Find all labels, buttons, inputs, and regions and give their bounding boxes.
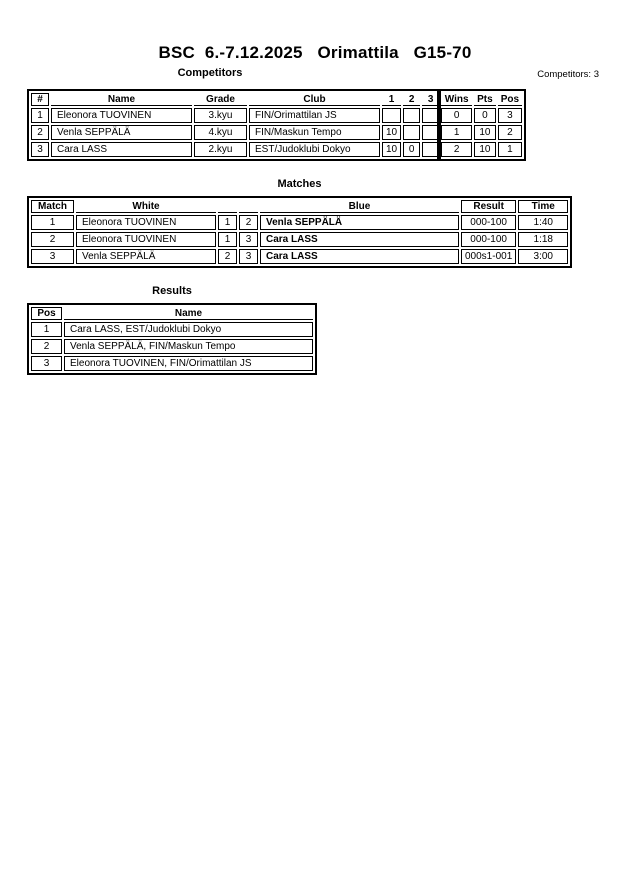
match-row	[31, 215, 568, 230]
header-round-2: 2	[403, 93, 420, 106]
competitors-table	[27, 89, 526, 161]
results-table-wrap	[27, 303, 317, 375]
match-row	[31, 232, 568, 247]
cell-name: Cara LASS	[51, 142, 192, 157]
cell-round-2	[403, 108, 420, 123]
cell-white-name: Eleonora TUOVINEN	[76, 215, 216, 230]
header-time: Time	[518, 200, 568, 213]
cell-club: EST/Judoklubi Dokyo	[249, 142, 380, 157]
matches-header-row	[31, 200, 568, 213]
cell-pos: 1	[498, 142, 522, 157]
header-wins: Wins	[441, 93, 472, 106]
result-row	[31, 322, 313, 337]
cell-position: 1	[31, 322, 62, 337]
header-match: Match	[31, 200, 74, 213]
cell-grade: 3.kyu	[194, 108, 247, 123]
cell-wins: 0	[441, 108, 472, 123]
cell-pts: 0	[474, 108, 496, 123]
cell-wins: 2	[441, 142, 472, 157]
competitor-row	[31, 142, 522, 157]
cell-white-competitor-number: 1	[218, 215, 237, 230]
result-row	[31, 339, 313, 354]
cell-position: 2	[31, 339, 62, 354]
cell-round-2	[403, 125, 420, 140]
cell-time: 1:18	[518, 232, 568, 247]
page-title: BSC 6.-7.12.2025 Orimattila G15-70	[158, 43, 472, 62]
competitors-table-wrap	[27, 89, 526, 161]
header-number: #	[31, 93, 49, 106]
header-white-number	[218, 200, 237, 213]
competitors-header-row	[31, 93, 522, 106]
result-row	[31, 356, 313, 371]
cell-result: 000s1-001	[461, 249, 516, 264]
cell-pts: 10	[474, 125, 496, 140]
cell-round-1	[382, 108, 401, 123]
cell-time: 1:40	[518, 215, 568, 230]
cell-match-number: 2	[31, 232, 74, 247]
cell-number: 1	[31, 108, 49, 123]
cell-blue-name: Venla SEPPÄLÄ	[260, 215, 459, 230]
cell-blue-name: Cara LASS	[260, 232, 459, 247]
cell-round-1: 10	[382, 125, 401, 140]
header-pos: Pos	[498, 93, 522, 106]
competitor-row	[31, 108, 522, 123]
cell-white-competitor-number: 1	[218, 232, 237, 247]
matches-table-wrap	[27, 196, 572, 268]
header-round-1: 1	[382, 93, 401, 106]
cell-club: FIN/Orimattilan JS	[249, 108, 380, 123]
results-heading: Results	[152, 285, 192, 297]
competitors-heading: Competitors	[177, 67, 243, 79]
results-header-row	[31, 307, 313, 320]
header-result: Result	[461, 200, 516, 213]
header-white: White	[76, 200, 216, 213]
header-club: Club	[249, 93, 380, 106]
competitors-count: Competitors: 3	[537, 69, 599, 80]
wins-section-divider	[437, 89, 441, 161]
cell-number: 3	[31, 142, 49, 157]
results-table	[27, 303, 317, 375]
cell-club: FIN/Maskun Tempo	[249, 125, 380, 140]
cell-grade: 2.kyu	[194, 142, 247, 157]
cell-result-name: Eleonora TUOVINEN, FIN/Orimattilan JS	[64, 356, 313, 371]
cell-pts: 10	[474, 142, 496, 157]
cell-white-name: Eleonora TUOVINEN	[76, 232, 216, 247]
cell-match-number: 3	[31, 249, 74, 264]
cell-round-1: 10	[382, 142, 401, 157]
cell-result: 000-100	[461, 215, 516, 230]
cell-match-number: 1	[31, 215, 74, 230]
cell-pos: 3	[498, 108, 522, 123]
cell-name: Eleonora TUOVINEN	[51, 108, 192, 123]
header-round-3: 3	[422, 93, 439, 106]
header-grade: Grade	[194, 93, 247, 106]
cell-grade: 4.kyu	[194, 125, 247, 140]
header-blue: Blue	[260, 200, 459, 213]
cell-blue-competitor-number: 3	[239, 232, 258, 247]
header-position: Pos	[31, 307, 62, 320]
cell-result: 000-100	[461, 232, 516, 247]
matches-table	[27, 196, 572, 268]
cell-result-name: Cara LASS, EST/Judoklubi Dokyo	[64, 322, 313, 337]
cell-blue-competitor-number: 3	[239, 249, 258, 264]
cell-pos: 2	[498, 125, 522, 140]
cell-position: 3	[31, 356, 62, 371]
header-pts: Pts	[474, 93, 496, 106]
header-blue-number	[239, 200, 258, 213]
cell-white-competitor-number: 2	[218, 249, 237, 264]
competitor-row	[31, 125, 522, 140]
matches-heading: Matches	[277, 178, 322, 190]
cell-time: 3:00	[518, 249, 568, 264]
cell-result-name: Venla SEPPÄLÄ, FIN/Maskun Tempo	[64, 339, 313, 354]
match-row	[31, 249, 568, 264]
cell-white-name: Venla SEPPÄLÄ	[76, 249, 216, 264]
cell-round-2: 0	[403, 142, 420, 157]
cell-number: 2	[31, 125, 49, 140]
header-result-name: Name	[64, 307, 313, 320]
cell-name: Venla SEPPÄLÄ	[51, 125, 192, 140]
cell-blue-name: Cara LASS	[260, 249, 459, 264]
cell-blue-competitor-number: 2	[239, 215, 258, 230]
cell-wins: 1	[441, 125, 472, 140]
header-name: Name	[51, 93, 192, 106]
